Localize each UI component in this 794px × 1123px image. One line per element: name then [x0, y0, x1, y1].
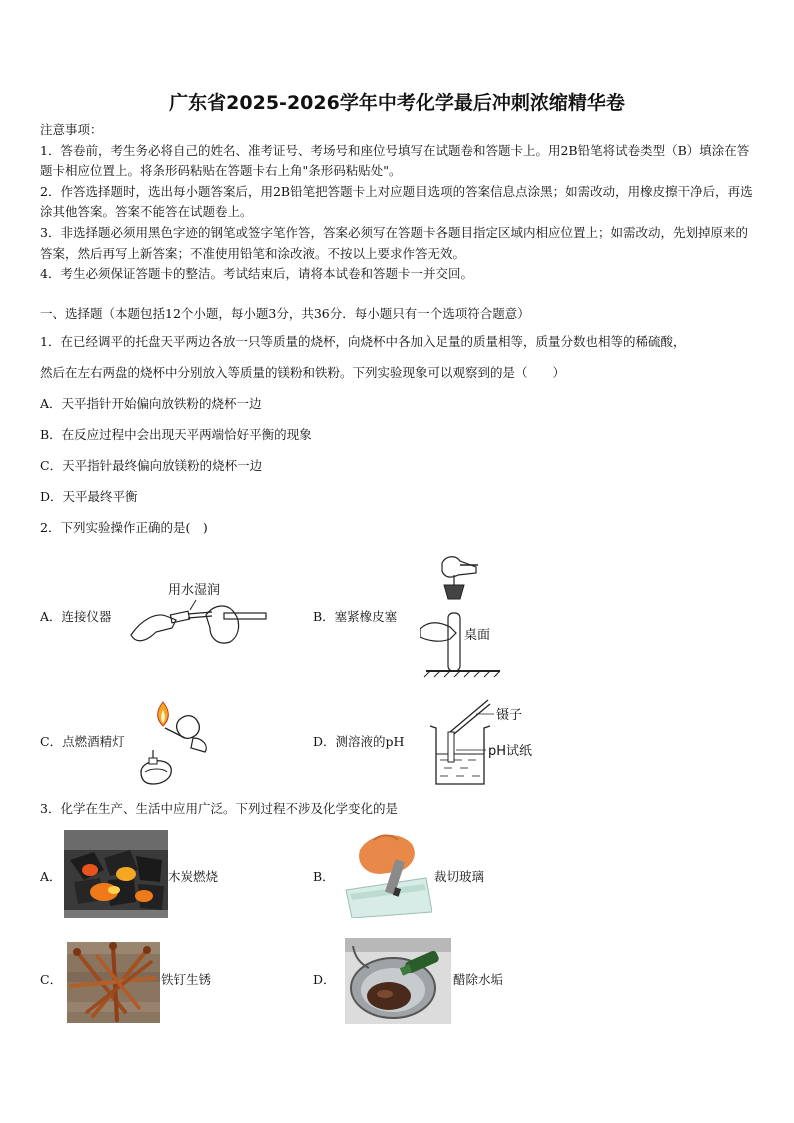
- notice-heading: 注意事项：: [40, 122, 103, 137]
- vinegar-descaling-photo: [345, 938, 451, 1024]
- notice-item-2: 2．作答选择题时，选出每小题答案后，用2B铅笔把答题卡上对应题目选项的答案信息点涂黑；如需改动，用橡皮擦干净后，再选涂其他答案。答案不能答在试题卷上。: [40, 183, 753, 220]
- q2-option-a: A．连接仪器: [40, 609, 112, 624]
- measure-ph-figure: [422, 698, 542, 788]
- q2-stem: 2．下列实验操作正确的是( ): [40, 520, 208, 535]
- q3-option-b-text: 裁切玻璃: [434, 869, 485, 884]
- q2-option-b: B．塞紧橡皮塞: [313, 609, 398, 624]
- q3-option-d-letter: D．: [313, 972, 336, 987]
- q2-option-c: C．点燃酒精灯: [40, 734, 125, 749]
- q3-option-d-text: 醋除水垢: [453, 972, 504, 987]
- q1-stem-line2: 然后在左右两盘的烧杯中分别放入等质量的镁粉和铁粉。下列实验现象可以观察到的是（ ）: [40, 365, 566, 380]
- page-title: 广东省2025-2026学年中考化学最后冲刺浓缩精华卷: [169, 92, 625, 114]
- section-heading: 一、选择题（本题包括12个小题，每小题3分，共36分．每小题只有一个选项符合题意）: [40, 306, 530, 321]
- q1-option-b: B．在反应过程中会出现天平两端恰好平衡的现象: [40, 427, 312, 442]
- charcoal-burning-photo: [64, 830, 168, 918]
- fig-b-label: 桌面: [464, 628, 491, 643]
- connect-apparatus-figure: [126, 580, 271, 648]
- notice-item-1: 1．答卷前，考生务必将自己的姓名、准考证号、考场号和座位号填写在试题卷和答题卡上。用2B铅笔将试卷类型（B）填涂在答题卡相应位置上。将条形码粘贴在答题卡右上角"条形码粘贴处"。: [40, 142, 750, 179]
- fig-a-label: 用水湿润: [168, 583, 221, 598]
- q1-option-a: A．天平指针开始偏向放铁粉的烧杯一边: [40, 396, 262, 411]
- light-lamp-figure: [133, 698, 218, 788]
- fig-d-label-tweezers: 镊子: [496, 708, 523, 723]
- rusty-nails-photo: [67, 942, 160, 1023]
- q1-stem-line1: 1．在已经调平的托盘天平两边各放一只等质量的烧杯，向烧杯中各加入足量的质量相等，质量分数也相等的稀硫酸，: [40, 334, 686, 349]
- q1-option-c: C．天平指针最终偏向放镁粉的烧杯一边: [40, 458, 263, 473]
- q3-option-b-letter: B．: [313, 869, 335, 884]
- notice-block: [40, 120, 760, 285]
- q1-option-d: D．天平最终平衡: [40, 489, 138, 504]
- q3-option-c-text: 铁钉生锈: [161, 972, 212, 987]
- q3-option-a-text: 木炭燃烧: [168, 869, 219, 884]
- q2-option-d: D．测溶液的pH: [313, 734, 405, 749]
- q3-option-c-letter: C．: [40, 972, 63, 987]
- notice-item-4: 4．考生必须保证答题卡的整洁。考试结束后，请将本试卷和答题卡一并交回。: [40, 266, 473, 282]
- q3-option-a-letter: A．: [40, 869, 62, 884]
- glass-cutting-photo: [340, 830, 432, 918]
- insert-stopper-figure: [420, 553, 520, 678]
- q3-stem: 3．化学在生产、生活中应用广泛。下列过程不涉及化学变化的是: [40, 801, 398, 816]
- fig-d-label-ph-paper: pH试纸: [488, 744, 533, 759]
- notice-item-3: 3．非选择题必须用黑色字迹的钢笔或签字笔作答，答案必须写在答题卡各题目指定区域内相应位置上；如需改动，先划掉原来的答案，然后再写上新答案；不准使用铅笔和涂改液。不按以上要求作答无效。: [40, 224, 748, 261]
